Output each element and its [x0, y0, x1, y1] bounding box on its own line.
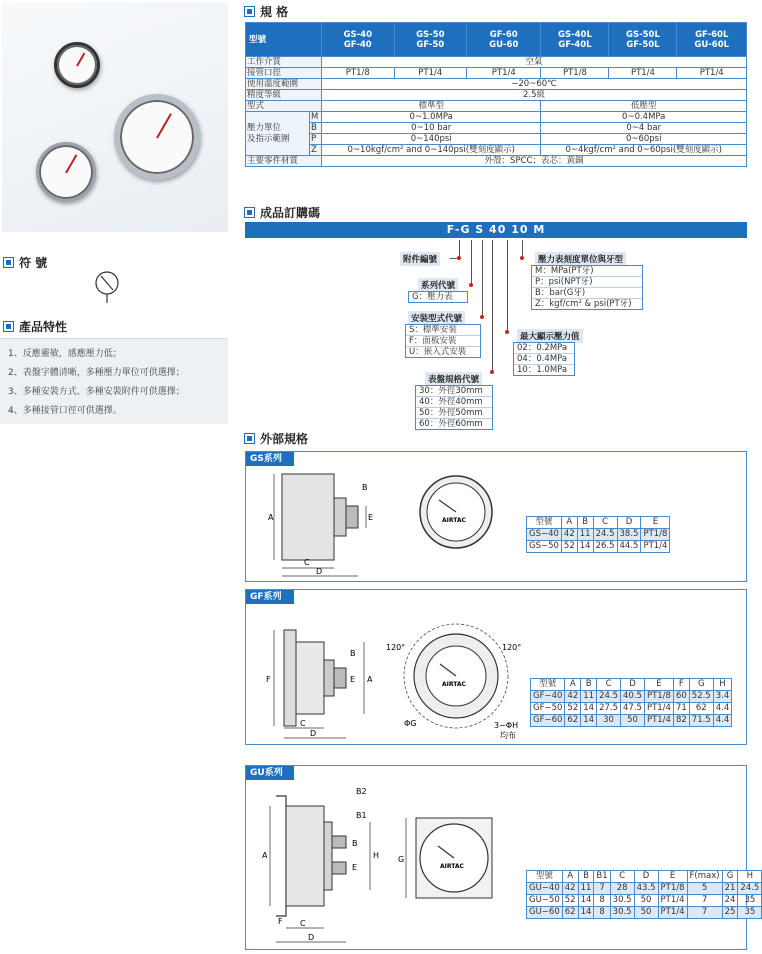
- table-cell: 52: [562, 895, 578, 907]
- spec-cell: 2.5級: [322, 90, 747, 101]
- table-cell: 82: [673, 715, 689, 727]
- dim-letter: F: [278, 917, 283, 926]
- gu-drawing: [246, 766, 536, 949]
- spec-table: [245, 22, 747, 167]
- table-row: [531, 691, 732, 703]
- table-cell: 26.5: [593, 541, 617, 553]
- dim-letter: B: [350, 649, 356, 658]
- pressure-gauge-symbol-icon: [92, 270, 122, 304]
- table-cell: 14: [581, 715, 597, 727]
- list-item: 2、表盤字體清晰，多種壓力單位可供選擇；: [8, 368, 185, 378]
- spec-model: GS-50L GF-50L: [609, 23, 677, 57]
- spec-model: GS-50 GF-50: [394, 23, 467, 57]
- table-header: C: [610, 871, 634, 883]
- table-header: C: [597, 679, 621, 691]
- dim-letter: B2: [356, 787, 367, 796]
- table-cell: 42: [565, 691, 581, 703]
- spec-model-label: 型號: [246, 23, 322, 57]
- table-cell: 5: [687, 883, 722, 895]
- spec-model: GF-60 GU-60: [467, 23, 541, 57]
- table-cell: 27.5: [597, 703, 621, 715]
- table-cell: 62: [565, 715, 581, 727]
- table-row: [527, 895, 762, 907]
- table-cell: 14: [578, 907, 594, 919]
- dim-letter: H: [373, 851, 380, 860]
- gauge-image-flange: [114, 94, 200, 180]
- product-photo: [2, 2, 228, 232]
- bullet-square-icon: [4, 322, 13, 331]
- gauge-image-bracket: [36, 142, 96, 202]
- table-cell: 38.5: [617, 529, 641, 541]
- list-item: B：bar(G牙): [532, 288, 642, 299]
- table-header: D: [621, 679, 645, 691]
- list-item: P：psi(NPT牙): [532, 277, 642, 288]
- spec-cell: 外殼：SPCC；表芯：黃銅: [322, 156, 747, 167]
- spec-unit-code: M: [310, 112, 322, 123]
- table-cell: 11: [578, 883, 594, 895]
- hole-sub-label: 均布: [500, 731, 516, 740]
- list-item: 60：外徑60mm: [419, 419, 483, 429]
- dim-letter: B: [362, 483, 368, 492]
- spec-cell: 低壓型: [541, 101, 747, 112]
- spec-unit-code: P: [310, 134, 322, 145]
- table-header: B: [578, 871, 594, 883]
- gs-drawing: [246, 452, 516, 581]
- list-item: G：壓力表: [412, 292, 453, 302]
- table-cell: 24.5: [738, 883, 762, 895]
- spec-model: GF-60L GU-60L: [677, 23, 747, 57]
- table-cell: 14: [578, 895, 594, 907]
- max-pressure-label: 最大顯示壓力值: [517, 329, 583, 343]
- dim-letter: C: [300, 719, 306, 728]
- list-item: S：標準安裝: [406, 325, 480, 336]
- table-cell: 8: [594, 895, 610, 907]
- list-item: 10：1.0MPa: [517, 365, 568, 375]
- table-cell: 24: [722, 895, 738, 907]
- table-header: F: [673, 679, 689, 691]
- list-item: Z：kgf/cm² & psi(PT牙): [535, 299, 632, 309]
- symbol-heading: 符 號: [4, 254, 47, 271]
- dim-letter: C: [304, 558, 310, 567]
- table-header: B: [581, 679, 597, 691]
- dim-letter: D: [308, 933, 315, 942]
- table-cell: GF−50: [531, 703, 565, 715]
- table-cell: 7: [687, 895, 722, 907]
- spec-row-label: 使用溫度範圍: [246, 79, 322, 90]
- list-item: 1、反應靈敏，感應壓力低；: [8, 349, 122, 359]
- spec-row-label: 接管口徑: [246, 68, 322, 79]
- spec-row-label: 主要零件材質: [246, 156, 322, 167]
- gauge-image-small: [54, 42, 100, 88]
- table-row: [527, 529, 670, 541]
- table-cell: 60: [673, 691, 689, 703]
- table-cell: GF−40: [531, 691, 565, 703]
- table-header: E: [641, 517, 670, 529]
- mount-code-label: 安裝型式代號: [408, 311, 465, 325]
- max-pressure-box: [513, 342, 575, 376]
- dim-letter: G: [398, 855, 405, 864]
- table-cell: 71: [673, 703, 689, 715]
- table-cell: 24.5: [593, 529, 617, 541]
- table-header: B1: [594, 871, 610, 883]
- dial-code-box: [415, 385, 493, 430]
- gf-drawing: [246, 590, 536, 744]
- table-header: C: [593, 517, 617, 529]
- table-cell: 42: [562, 883, 578, 895]
- dim-letter: F: [266, 675, 271, 684]
- features-list: [0, 338, 228, 424]
- series-code-label: 系列代號: [418, 278, 458, 292]
- dim-letter: E: [368, 513, 374, 522]
- spec-cell: PT1/4: [467, 68, 541, 79]
- dim-letter: B1: [356, 811, 367, 820]
- table-cell: 50: [621, 715, 645, 727]
- table-row: [527, 541, 670, 553]
- spec-model: GS-40 GF-40: [322, 23, 395, 57]
- table-cell: PT1/8: [644, 691, 673, 703]
- list-item: 4、多種接管口徑可供選擇。: [8, 406, 122, 416]
- dimensions-heading: 外部規格: [245, 430, 308, 447]
- table-cell: GU−40: [527, 883, 563, 895]
- table-cell: 35: [738, 895, 762, 907]
- dim-letter: D: [316, 567, 323, 576]
- table-cell: GS−50: [527, 541, 562, 553]
- spec-cell: 標準型: [322, 101, 541, 112]
- spec-cell: 0~140psi: [322, 134, 541, 145]
- table-cell: 8: [594, 907, 610, 919]
- table-cell: 7: [594, 883, 610, 895]
- gf-series-tag: GF系列: [246, 590, 294, 604]
- table-header: E: [658, 871, 687, 883]
- dim-letter: C: [300, 919, 306, 928]
- list-item: 50：外徑50mm: [416, 408, 492, 419]
- table-row: [531, 703, 732, 715]
- table-header: G: [689, 679, 713, 691]
- spec-row-label: 壓力單位 及指示範圍: [246, 112, 310, 156]
- table-cell: 7: [687, 907, 722, 919]
- unit-thread-box: [531, 265, 643, 310]
- brand-logo-text: AIRTAC: [442, 681, 466, 688]
- gu-dimension-table: [526, 870, 762, 919]
- list-item: 04：0.4MPa: [514, 354, 574, 365]
- table-header: D: [634, 871, 658, 883]
- spec-model: GS-40L GF-40L: [541, 23, 609, 57]
- table-header: A: [562, 871, 578, 883]
- spec-cell: 0~1.0MPa: [322, 112, 541, 123]
- spec-cell: 0~4 bar: [541, 123, 747, 134]
- table-cell: PT1/4: [644, 703, 673, 715]
- table-cell: 50: [634, 907, 658, 919]
- angle-label: 120°: [502, 643, 522, 652]
- table-header: E: [644, 679, 673, 691]
- table-cell: 43.5: [634, 883, 658, 895]
- table-header: H: [713, 679, 732, 691]
- spec-cell: 0~10 bar: [322, 123, 541, 134]
- table-cell: PT1/4: [644, 715, 673, 727]
- table-cell: 40.5: [621, 691, 645, 703]
- dim-letter: B: [352, 839, 358, 848]
- table-header: A: [561, 517, 577, 529]
- accessory-label: 附件編號: [400, 252, 440, 266]
- table-cell: 62: [689, 703, 713, 715]
- features-heading: 產品特性: [4, 318, 67, 335]
- table-cell: 14: [581, 703, 597, 715]
- mount-code-box: [405, 324, 481, 358]
- spec-unit-code: B: [310, 123, 322, 134]
- list-item: 40：外徑40mm: [416, 397, 492, 408]
- series-code-box: [408, 291, 468, 303]
- table-cell: 52.5: [689, 691, 713, 703]
- table-header: 型號: [531, 679, 565, 691]
- gf-series-panel: [245, 589, 747, 745]
- list-item: U：嵌入式安裝: [409, 347, 467, 357]
- spec-cell: 0~60psi: [541, 134, 747, 145]
- table-row: [527, 907, 762, 919]
- table-cell: PT1/4: [658, 895, 687, 907]
- spec-heading: 規 格: [245, 3, 288, 20]
- spec-cell: PT1/8: [541, 68, 609, 79]
- table-cell: 42: [561, 529, 577, 541]
- bullet-square-icon: [245, 208, 254, 217]
- table-cell: 11: [577, 529, 593, 541]
- list-item: F：面板安裝: [406, 336, 480, 347]
- table-header: 型號: [527, 517, 562, 529]
- spec-cell: −20~60℃: [322, 79, 747, 90]
- table-cell: 30.5: [610, 907, 634, 919]
- table-cell: GS−40: [527, 529, 562, 541]
- table-cell: 11: [581, 691, 597, 703]
- table-cell: PT1/4: [658, 907, 687, 919]
- table-header: B: [577, 517, 593, 529]
- gu-series-tag: GU系列: [246, 766, 294, 780]
- dim-letter: ΦG: [404, 719, 417, 728]
- table-header: H: [738, 871, 762, 883]
- table-header: F(max): [687, 871, 722, 883]
- dim-letter: E: [350, 675, 356, 684]
- unit-thread-label: 壓力表刻度單位與牙型: [535, 252, 626, 266]
- order-heading: 成品訂購碼: [245, 204, 320, 221]
- hole-label: 3−ΦH: [494, 721, 519, 730]
- table-cell: 35: [738, 907, 762, 919]
- dial-code-label: 表盤規格代號: [425, 372, 482, 386]
- table-cell: 3.4: [713, 691, 732, 703]
- dim-letter: A: [367, 675, 373, 684]
- spec-row-label: 工作介質: [246, 57, 322, 68]
- bullet-square-icon: [245, 7, 254, 16]
- angle-label: 120°: [386, 643, 406, 652]
- list-item: 30：外徑30mm: [416, 386, 492, 397]
- gu-series-panel: [245, 765, 760, 950]
- dim-letter: A: [262, 851, 268, 860]
- spec-row-label: 型式: [246, 101, 322, 112]
- brand-logo-text: AIRTAC: [442, 517, 466, 524]
- spec-cell: 0~10kgf/cm² and 0~140psi(雙刻度顯示): [322, 145, 541, 156]
- spec-unit-code: Z: [310, 145, 322, 156]
- dim-letter: D: [310, 729, 317, 738]
- spec-cell: PT1/4: [677, 68, 747, 79]
- spec-cell: 0~0.4MPa: [541, 112, 747, 123]
- table-row: [527, 883, 762, 895]
- bullet-square-icon: [4, 258, 13, 267]
- table-cell: 30.5: [610, 895, 634, 907]
- spec-cell: PT1/4: [394, 68, 467, 79]
- table-cell: 24.5: [597, 691, 621, 703]
- list-item: M：MPa(PT牙): [532, 266, 642, 277]
- table-cell: 44.5: [617, 541, 641, 553]
- table-cell: 52: [565, 703, 581, 715]
- table-cell: GU−60: [527, 907, 563, 919]
- table-header: 型號: [527, 871, 563, 883]
- table-cell: 21: [722, 883, 738, 895]
- list-item: 02：0.2MPa: [514, 343, 574, 354]
- brand-logo-text: AIRTAC: [440, 863, 464, 870]
- dim-letter: E: [352, 863, 358, 872]
- table-cell: GF−60: [531, 715, 565, 727]
- spec-cell: PT1/8: [322, 68, 395, 79]
- table-cell: 62: [562, 907, 578, 919]
- left-column: [0, 0, 228, 954]
- bullet-square-icon: [245, 434, 254, 443]
- table-cell: 25: [722, 907, 738, 919]
- spec-cell: 0~4kgf/cm² and 0~60psi(雙刻度顯示): [541, 145, 747, 156]
- gf-dimension-table: [530, 678, 732, 727]
- table-cell: GU−50: [527, 895, 563, 907]
- gs-series-panel: [245, 451, 747, 582]
- table-cell: 50: [634, 895, 658, 907]
- table-row: [531, 715, 732, 727]
- table-header: G: [722, 871, 738, 883]
- table-cell: 47.5: [621, 703, 645, 715]
- table-cell: 4.4: [713, 715, 732, 727]
- table-cell: 71.5: [689, 715, 713, 727]
- table-cell: PT1/4: [641, 541, 670, 553]
- table-cell: 14: [577, 541, 593, 553]
- table-cell: 28: [610, 883, 634, 895]
- gs-series-tag: GS系列: [246, 452, 294, 466]
- table-cell: PT1/8: [641, 529, 670, 541]
- spec-cell: PT1/4: [609, 68, 677, 79]
- table-header: D: [617, 517, 641, 529]
- table-header: A: [565, 679, 581, 691]
- table-cell: 4.4: [713, 703, 732, 715]
- dim-letter: A: [268, 513, 274, 522]
- table-cell: 52: [561, 541, 577, 553]
- spec-row-label: 精度等級: [246, 90, 322, 101]
- table-cell: PT1/8: [658, 883, 687, 895]
- spec-cell: 空氣: [322, 57, 747, 68]
- table-cell: 30: [597, 715, 621, 727]
- list-item: 3、多種安裝方式、多種安裝附件可供選擇；: [8, 387, 185, 397]
- order-code-bar: F-G S 40 10 M: [245, 222, 747, 238]
- gs-dimension-table: [526, 516, 670, 553]
